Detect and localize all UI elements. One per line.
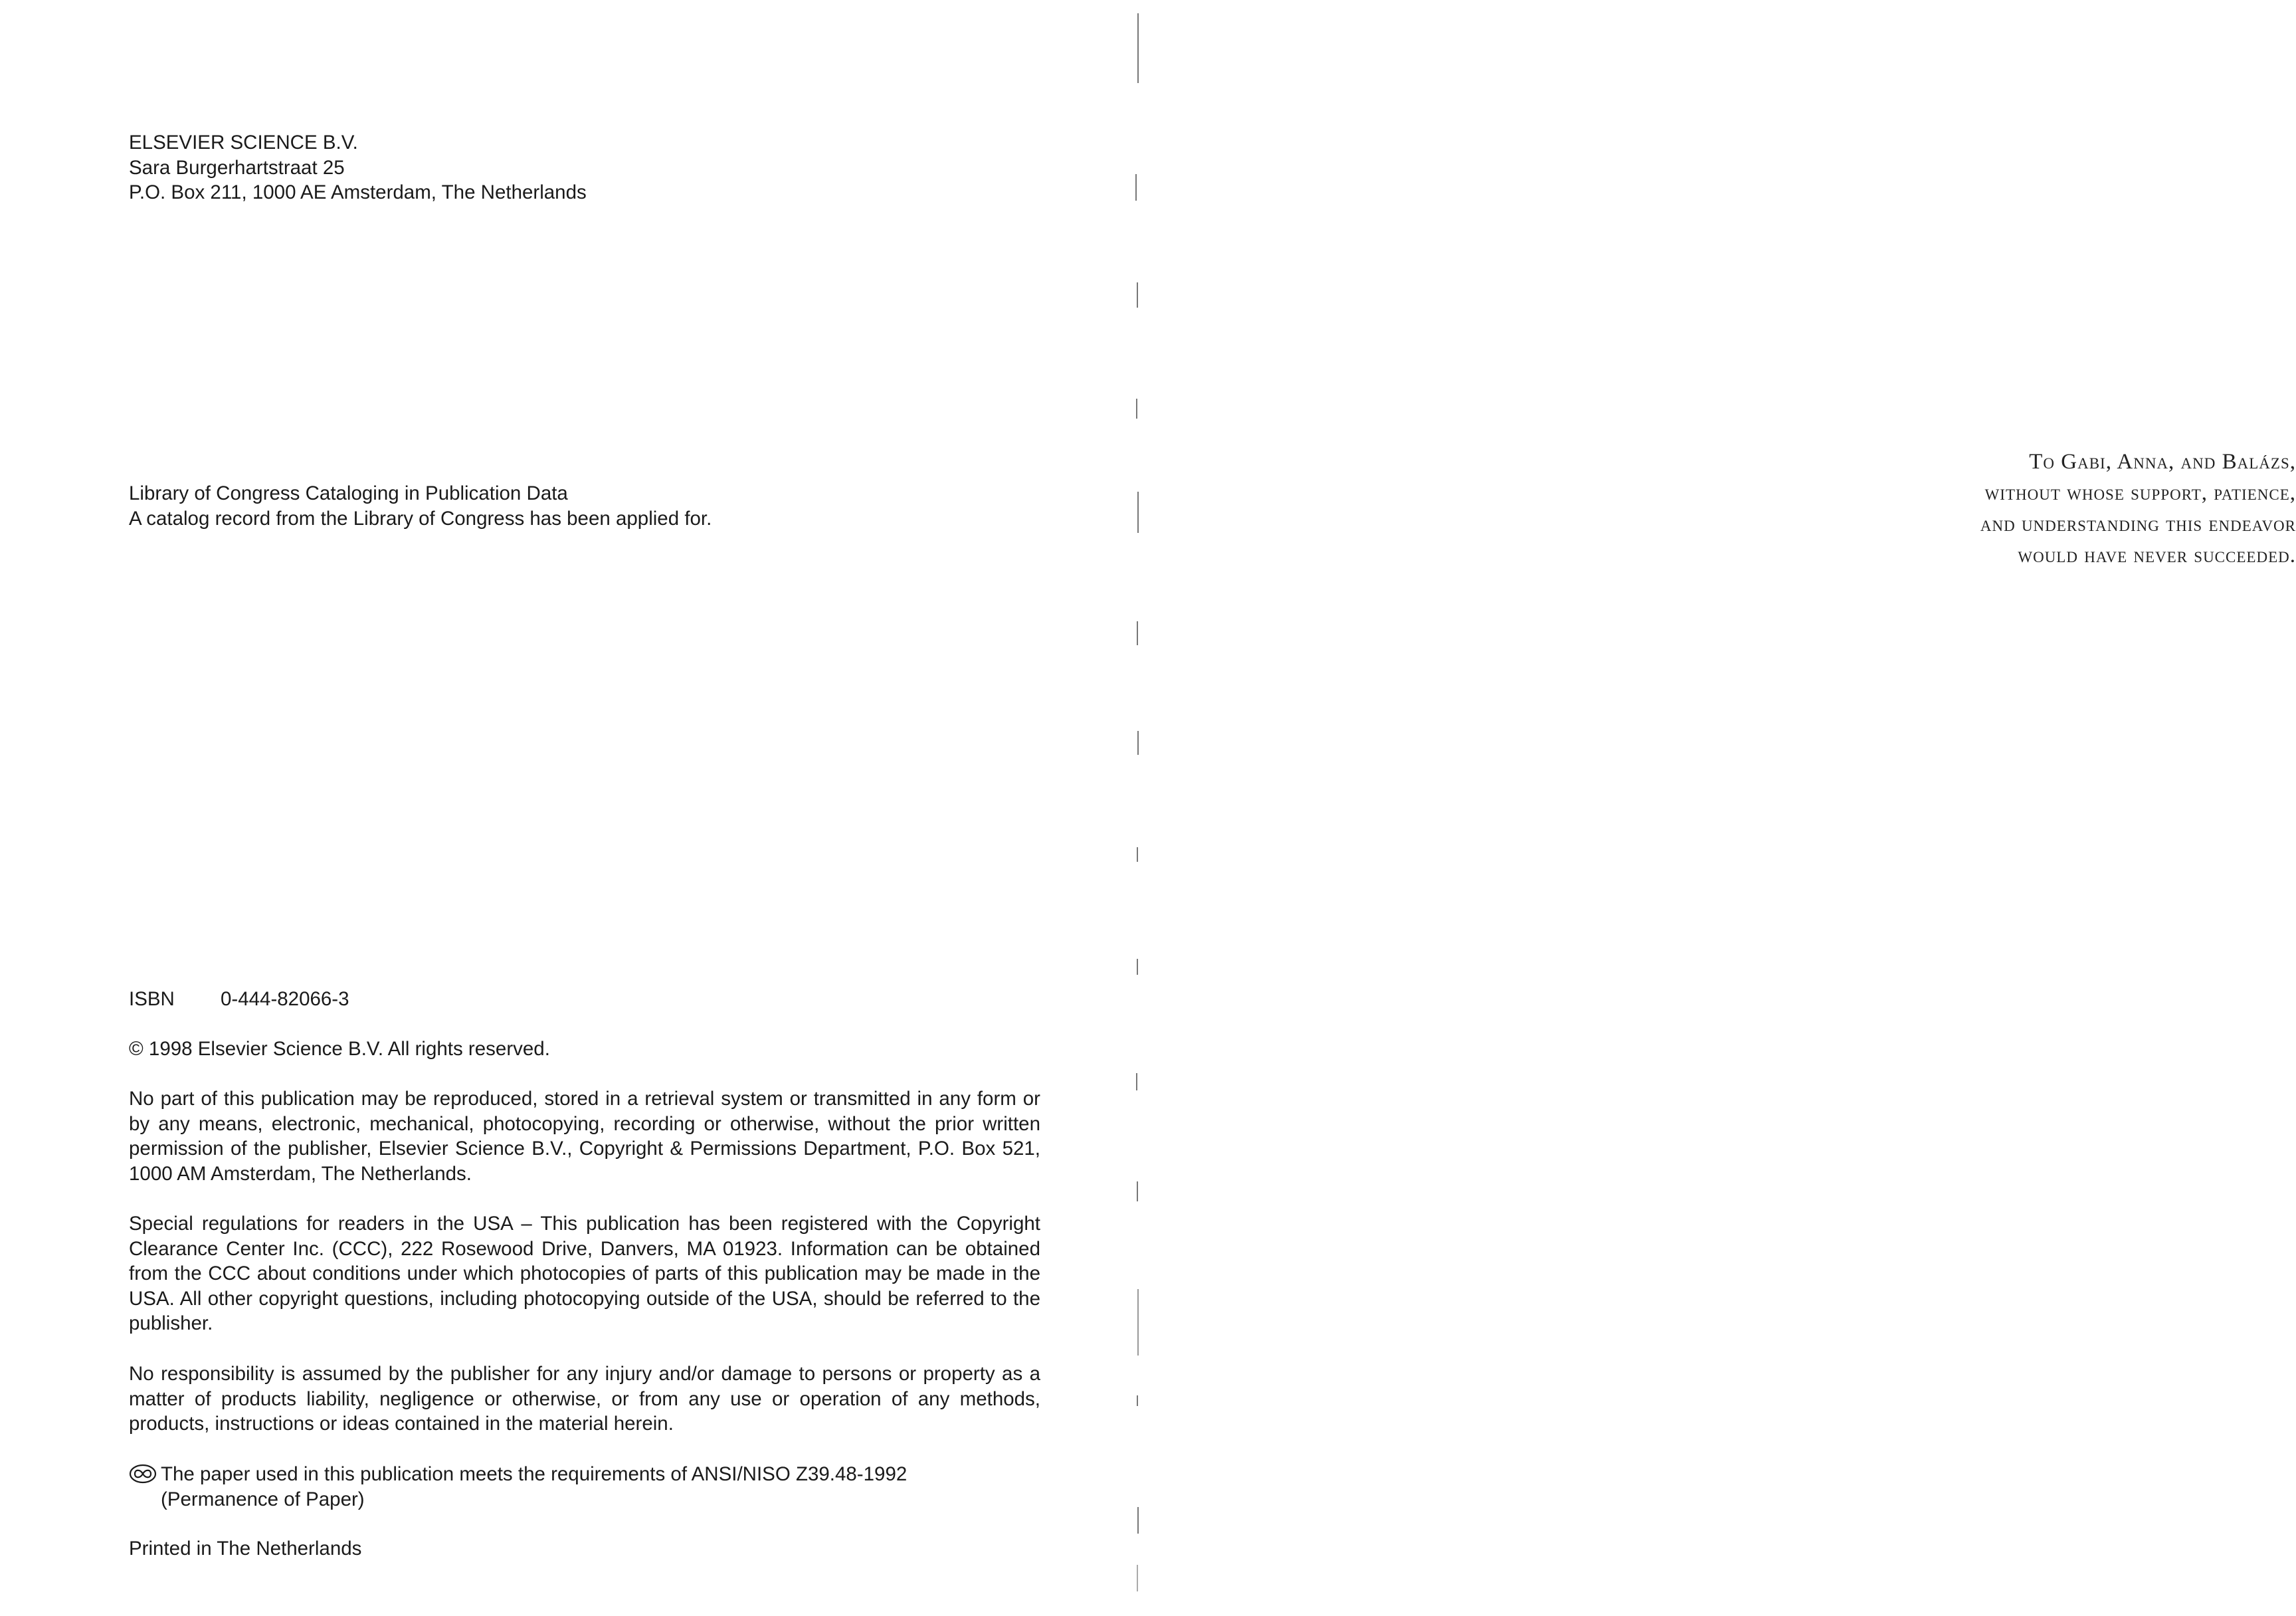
dedication-text [1565,447,2296,571]
publisher-address [129,130,1040,205]
usa-regulations: Special regulations for readers in the USA – This publication has been registered with the Copyright Clearance Center Inc. (CCC), 222 Rosewood Drive, Danvers, MA 01923. Information can be obtained from the CCC about conditions under which photocopies of parts of this publication may be made in the USA. All other copyright questions, including photocopying outside of the USA, should be referred to the publisher. [129,1213,1040,1334]
cip-title: Library of Congress Cataloging in Publication Data [129,482,568,504]
paper-note-text: The paper used in this publication meets the requirements of ANSI/NISO Z39.48-1992 [161,1463,908,1485]
publisher-name: ELSEVIER SCIENCE B.V. [129,132,358,153]
paper-note-subtext: (Permanence of Paper) [161,1488,365,1510]
cip-note: A catalog record from the Library of Congress has been applied for. [129,507,712,530]
copyright-page [0,0,1129,1616]
dedication-line-2: without whose support, patience, [1984,481,2296,505]
isbn-value: 0-444-82066-3 [221,988,349,1010]
dedication-line-4: would have never succeeded. [2018,544,2296,567]
copyright-line: © 1998 Elsevier Science B.V. All rights reserved. [129,1038,550,1060]
dedication-line-1: To Gabi, Anna, and Balázs, [2029,450,2296,474]
printed-in: Printed in The Netherlands [129,1538,362,1560]
publisher-street: Sara Burgerhartstraat 25 [129,156,345,179]
isbn-line [129,987,1040,1012]
paper-permanence-note [129,1462,1040,1512]
reproduction-notice: No part of this publication may be reproduced, stored in a retrieval system or transmitted in any form or by any means, electronic, mechanical, photocopying, recording or otherwise, without the prior written permission of the publisher, Elsevier Science B.V., Copyright & Permissions Department, P.O. Box 521, 1000 AM Amsterdam, The Netherlands. [129,1088,1040,1185]
dedication-page [1143,0,2296,1616]
isbn-label: ISBN [129,988,175,1010]
publisher-pobox: P.O. Box 211, 1000 AE Amsterdam, The Netherlands [129,181,587,203]
cip-data [129,481,1040,531]
liability-disclaimer: No responsibility is assumed by the publisher for any injury and/or damage to persons or property as a matter of products liability, negligence or otherwise, or from any use or operation of any methods, products, instructions or ideas contained in the material herein. [129,1363,1040,1435]
dedication-line-3: and understanding this endeavor [1980,512,2296,536]
infinity-circle-icon [129,1464,157,1484]
